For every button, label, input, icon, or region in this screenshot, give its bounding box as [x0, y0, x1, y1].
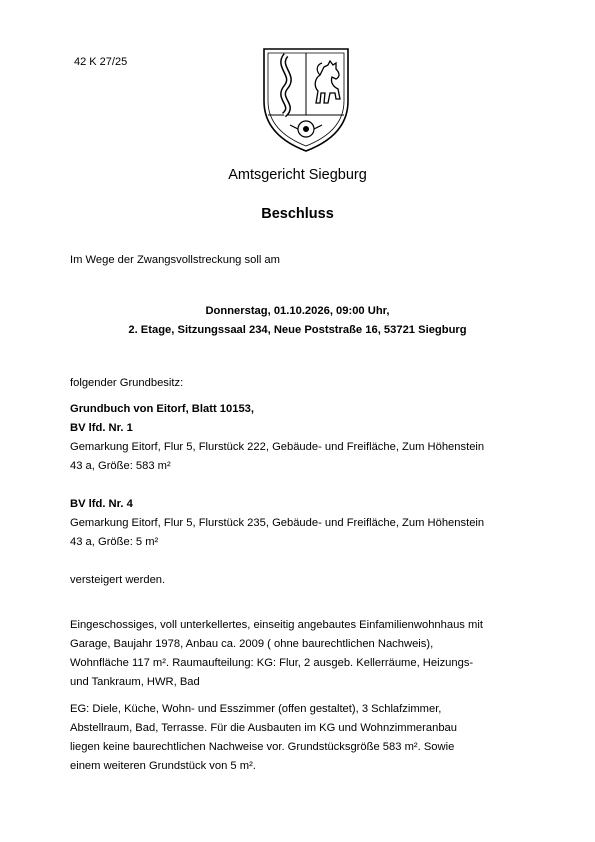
text-line: einem weiteren Grundstück von 5 m². — [70, 760, 256, 772]
text-line: Eingeschossiges, voll unterkellertes, einseitig angebautes Einfamilienwohnhaus mit — [70, 619, 483, 631]
bv-number: BV lfd. Nr. 1 — [70, 422, 133, 434]
parcel-description: Gemarkung Eitorf, Flur 5, Flurstück 235, Gebäude- und Freifläche, Zum Höhenstein — [70, 517, 485, 529]
parcel-description: Gemarkung Eitorf, Flur 5, Flurstück 222, Gebäude- und Freifläche, Zum Höhenstein — [70, 441, 485, 453]
land-register-entry-1 — [70, 400, 484, 476]
case-number: 42 K 27/25 — [74, 56, 128, 68]
text-line: und Tankraum, HWR, Bad — [70, 676, 200, 688]
hearing-location: 2. Etage, Sitzungssaal 234, Neue Poststraße 16, 53721 Siegburg — [128, 324, 467, 336]
text-line: EG: Diele, Küche, Wohn- und Esszimmer (offen gestaltet), 3 Schlafzimmer, — [70, 703, 442, 715]
property-label: folgender Grundbesitz: — [70, 377, 184, 389]
intro-text: Im Wege der Zwangsvollstreckung soll am — [70, 254, 280, 266]
court-name: Amtsgericht Siegburg — [228, 167, 367, 183]
description-paragraph-2 — [70, 700, 530, 776]
text-line: Wohnfläche 117 m². Raumaufteilung: KG: Flur, 2 ausgeb. Kellerräume, Heizungs- — [70, 657, 474, 669]
description-paragraph-1 — [70, 616, 530, 692]
text-line: Garage, Baujahr 1978, Anbau ca. 2009 ( ohne baurechtlichen Nachweis), — [70, 638, 434, 650]
text-line: Abstellraum, Bad, Terrasse. Für die Ausbauten im KG und Wohnzimmeranbau — [70, 722, 457, 734]
land-register-entry-4 — [70, 495, 484, 552]
parcel-size: 43 a, Größe: 583 m² — [70, 460, 171, 472]
land-register-heading: Grundbuch von Eitorf, Blatt 10153, — [70, 403, 254, 415]
auction-statement: versteigert werden. — [70, 574, 166, 586]
hearing-date: Donnerstag, 01.10.2026, 09:00 Uhr, — [205, 305, 390, 317]
document-type: Beschluss — [261, 206, 334, 222]
property-description — [70, 616, 530, 784]
nrw-coat-of-arms-icon — [258, 43, 354, 155]
bv-number: BV lfd. Nr. 4 — [70, 498, 133, 510]
text-line: liegen keine baurechtlichen Nachweise vor. Grundstücksgröße 583 m². Sowie — [70, 741, 455, 753]
hearing-date-block — [0, 302, 595, 340]
parcel-size: 43 a, Größe: 5 m² — [70, 536, 159, 548]
